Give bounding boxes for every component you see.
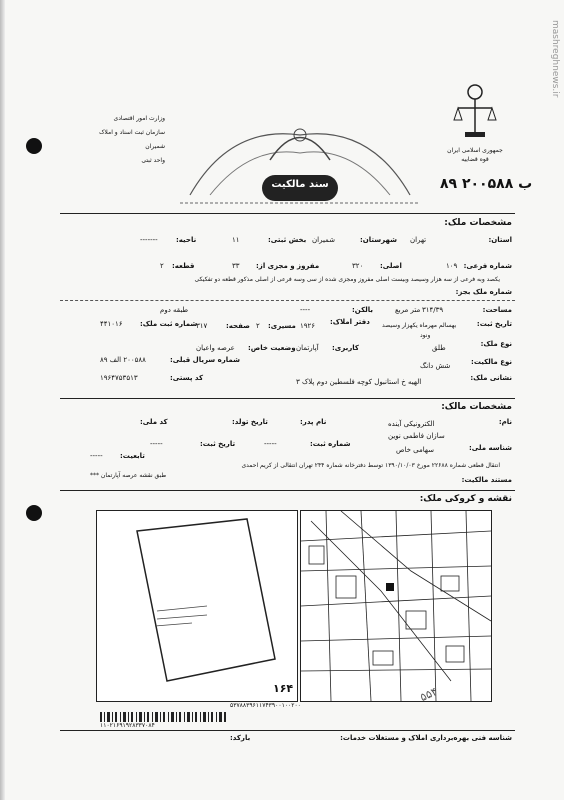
owner-value: الکترونیکی آینده [388,420,435,428]
sketch-label: ۱۶۴ [273,682,294,695]
nationality-value: ----- [90,452,103,460]
notice-label: دفتر املاک: [330,318,370,326]
nationality-label: تابعیت: [120,452,145,460]
notice-series-value: ۲ [256,322,260,330]
header-left-block [65,112,165,168]
property-description: یکصد وبه فرعی از سه هزار وسیصد وبیست اصلی مفروز ومجزی شده از سی وسه فرعی از اصلی مذکور قطعه دو تفکیکی [194,276,500,283]
district-value: ۱۱ [232,236,240,244]
emblem-title: سند مالکیت [271,179,329,190]
condition-label: وضعیت خاص: [248,344,296,352]
serial-prefix: ۸۹ ب [440,176,533,192]
area-size-label: مساحت: [482,306,512,314]
area-label: ناحیه: [176,236,197,244]
reg-label: شماره ثبت: [310,440,351,448]
type-label: نوع ملک: [480,340,512,348]
divider [60,300,515,301]
address-value: الهیه خ استانبول کوچه فلسطین دوم پلاک ۳ [296,378,422,386]
location-map [300,510,492,705]
id-value: سهامی خاص [396,446,434,454]
floor-label: طبقه دوم [160,306,189,314]
main-label: اصلی: [380,262,402,270]
balcony-label: بالکن: [352,306,374,314]
doc-label: مستند مالکیت: [461,476,512,484]
header-right-line: جمهوری اسلامی ایران [447,147,503,154]
header-left-line: سازمان ثبت اسناد و املاک [99,129,165,136]
notice-series-label: مسیری: [268,322,296,330]
barcode-graphic [100,712,230,722]
sq-unit: متر مربع [395,306,421,314]
serial2-label: شماره سریال قبلی: [170,356,240,364]
subplate-value: ۱۰۹ [446,262,458,270]
balcony-value: ---- [300,306,311,314]
section1-title: مشخصات ملک: [444,218,512,228]
postal-label: کد پستی: [170,374,204,382]
divider [60,398,515,399]
attachments-label: شماره ملک بجز: [455,288,512,296]
province-value: تهران [410,236,427,244]
section3-title: نقشه و کروکی ملک: [419,494,512,504]
page-label: صفحه: [226,322,250,330]
divider [60,490,515,491]
serial-number-block [440,176,532,192]
area-value: ------- [140,236,158,244]
ownership-value: شش دانگ [420,362,451,370]
address-label: نشانی ملک: [470,374,512,382]
type-value: طلق [432,344,446,352]
birth-label: تاریخ تولد: [232,418,268,426]
divider [60,213,515,214]
plot-sketch [96,510,298,702]
ownership-label: نوع مالکیت: [471,358,512,366]
area-size-value: ۳۱۴/۳۹ [422,306,444,314]
page-value: ۳۱۷ [196,322,208,330]
county-label: شهرستان: [360,236,398,244]
header-emblem-ornament [170,105,430,215]
doc-value: انتقال قطعی شماره ۲۲۶۸۸ مورخ ۱۳۹۰/۱۰/۰۳ توسط دفترخانه شماره ۲۴۴ تهران انتقالی از کریم احمدی [241,462,500,469]
province-label: استان: [488,236,512,244]
scales-of-justice-icon [450,82,500,142]
reg-value: ----- [264,440,277,448]
date-value: ----- [150,440,163,448]
separated-label: مفروز و مجزی از: [256,262,320,270]
divider [60,730,515,731]
national-label: کد ملی: [140,418,168,426]
serial2-value: ۲۰۰۵۸۸ الف ۸۹ [100,356,146,364]
header-right-line: قوه قضاییه [461,156,489,163]
subplate-label: شماره فرعی: [463,262,512,270]
property-number-label: شماره ثبت ملک: [140,320,198,328]
header-left-line: واحد ثبتی [141,157,165,164]
owner-label: نام: [498,418,512,426]
fold-shadow [0,0,5,800]
footer-number: ۱۱۰۲۱۶۹۱۹۲۸۳۳۷۰۸۴ [100,722,155,729]
usage-value: آپارتمان [296,344,319,352]
barcode-number: ۵۳۷۸۸۳۹۶۱۱۷۴۳۹۰۰۱۰۰۲۰۰ [230,702,301,709]
separated-value: ۳۳ [232,262,240,270]
piece-label: قطعه: [172,262,195,270]
usage-label: کاربری: [332,344,359,352]
record-date-label: تاریخ ثبت: [476,320,512,328]
postal-value: ۱۹۶۴۷۵۳۵۱۳ [100,374,138,382]
id-label: شناسه ملی: [468,444,512,452]
date-label: تاریخ ثبت: [200,440,236,448]
binder-hole-top [26,138,42,154]
notice-value: ۱۹۲۶ [300,322,316,330]
property-number-value: ۴۴۱۰۱۶ [100,320,123,328]
condition-value: عرصه واعیان [196,344,235,352]
district-label: بخش ثبتی: [268,236,307,244]
shares-sub: ونود [420,332,431,339]
barcode-label: بارکد: [230,734,251,742]
header-left-line: شمیران [145,143,165,150]
father-label: نام پدر: [300,418,327,426]
doc-value2: طبق نقشه عرصه آپارتمان *** [90,472,167,479]
header-right-block [440,146,510,164]
county-value: شمیران [312,236,335,244]
section2-title: مشخصات مالک: [441,402,512,412]
main-value: ۳۲۰ [352,262,364,270]
serial-number: ۲۰۰۵۸۸ [461,176,514,192]
piece-value: ۲ [160,262,164,270]
header-left-line: وزارت امور اقتصادی [113,115,165,122]
watermark: mashreghnews.ir [550,20,560,98]
binder-hole-bottom [26,505,42,521]
stamp: ۵۵۴ [418,684,440,705]
shares-text: بهسالم مهرماه یکهزار وسیصد [382,322,457,329]
signature-label: شناسه فنی بهره‌برداری املاک و مستغلات خدمات: [340,734,512,742]
company-value: سازان فاطمی نوین [388,432,445,440]
